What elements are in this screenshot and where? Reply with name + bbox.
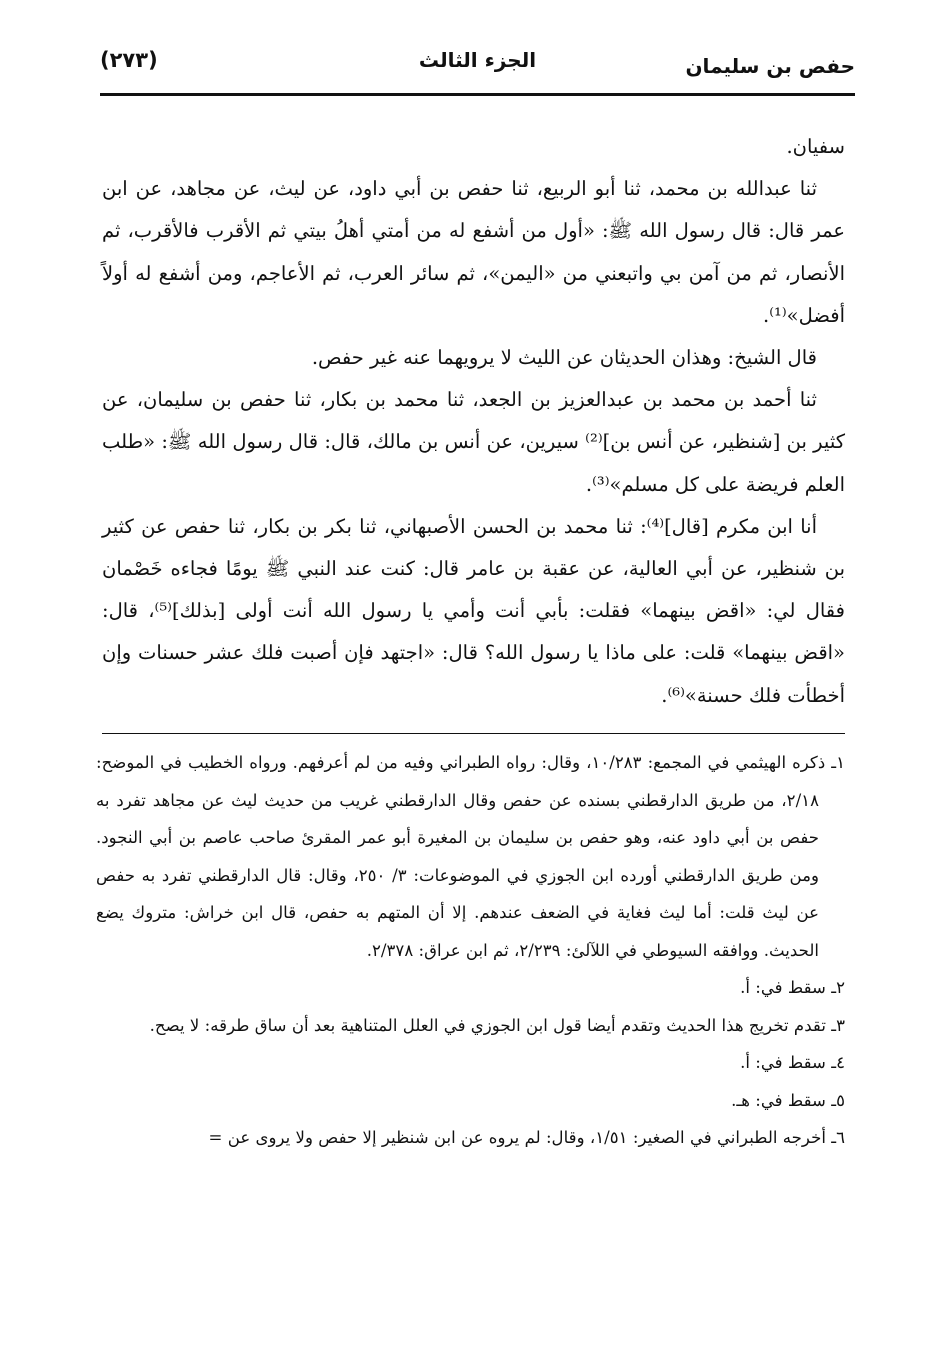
paragraph: ثنا عبدالله بن محمد، ثنا أبو الربيع، ثنا حفص بن أبي داود، عن ليث، عن مجاهد، عن ابن عمر قال: قال رسول الله ﷺ: «أول من أشفع له من أمتي أهلُ بيتي ثم الأقرب فالأقرب، ثم الأنصار، ثم من آمن بي واتبعني من «اليمن»، ثم سائر العرب، ثم الأعاجم، ومن أشفع له أولاً أفضل»⁽¹⁾. <box>102 177 845 327</box>
page-number: (٢٧٣) <box>100 48 158 72</box>
paragraph: أنا ابن مكرم [قال]⁽⁴⁾: ثنا محمد بن الحسن الأصبهاني، ثنا بكر بن بكار، ثنا حفص عن كثير بن شنظير، عن أبي العالية، عن عقبة بن عامر قال: كنت عند النبي ﷺ يومًا فجاءه خَصْمان فقال لي: «اقض بينهما» فقلت: بأبي أنت وأمي يا رسول الله أنت أولى [بذلك]⁽⁵⁾، قال: «اقض بينهما» قلت: على ماذا يا رسول الله؟ قال: «اجتهد فإن أصبت فلك عشر حسنات وإن أخطأت فلك حسنة»⁽⁶⁾. <box>102 514 845 707</box>
header-rule <box>100 93 855 96</box>
footnote: ٥ـ سقط في: هـ. <box>731 1090 845 1110</box>
footnote: ٤ـ سقط في: أ. <box>740 1053 845 1072</box>
main-text <box>102 126 845 717</box>
paragraph: سفيان. <box>786 135 845 158</box>
paragraph: قال الشيخ: وهذان الحديثان عن الليث لا يرويهما عنه غير حفص. <box>311 346 817 370</box>
footnote: ٢ـ سقط في: أ. <box>740 978 845 997</box>
footnote: ١ـ ذكره الهيثمي في المجمع: ١٠/٢٨٣، وقال: رواه الطبراني وفيه من لم أعرفهم. ورواه الخطيب في الموضح: ٢/١٨، من طريق الدارقطني بسنده عن حفص وقال الدارقطني غريب من حديث ليث عن مجاهد تفرد به حفص بن أبي داود عنه، وهو حفص بن سليمان بن المغيرة أبو عمر المقرئ صاحب عاصم بن أبي النجود. ومن طريق الدارقطني أورده ابن الجوزي في الموضوعات: ٣/ ٢٥٠، وقال: قال الدارقطني تفرد به حفص عن ليث قلت: أما ليث فغاية في الضعف عندهم. إلا أن المتهم به حفص، قال ابن خراش: متروك يضع الحديث. ووافقه السيوطي في اللآلئ: ٢/٢٣٩، ثم ابن عراق: ٢/٣٧٨. <box>96 753 845 960</box>
footnote-separator <box>102 733 845 734</box>
header-title: حفص بن سليمان <box>685 54 855 78</box>
footnote: ٦ـ أخرجه الطبراني في الصغير: ١/٥١، وقال: لم يروه عن ابن شنظير إلا حفص ولا يروى عن = <box>208 1128 845 1147</box>
running-header <box>100 38 855 86</box>
footnote: ٣ـ تقدم تخريج هذا الحديث وتقدم أيضا قول ابن الجوزي في العلل المتناهية بعد أن ساق طرقه: لا يصح. <box>149 1015 845 1035</box>
paragraph: ثنا أحمد بن محمد بن عبدالعزيز بن الجعد، ثنا محمد بن بكار، ثنا حفص بن سليمان، عن كثير بن [شنظير، عن أنس بن]⁽²⁾ سيرين، عن أنس بن مالك، قال: قال رسول الله ﷺ: «طلب العلم فريضة على كل مسلم»⁽³⁾. <box>102 388 845 496</box>
footnotes <box>96 744 845 1157</box>
header-volume: الجزء الثالث <box>418 48 537 72</box>
